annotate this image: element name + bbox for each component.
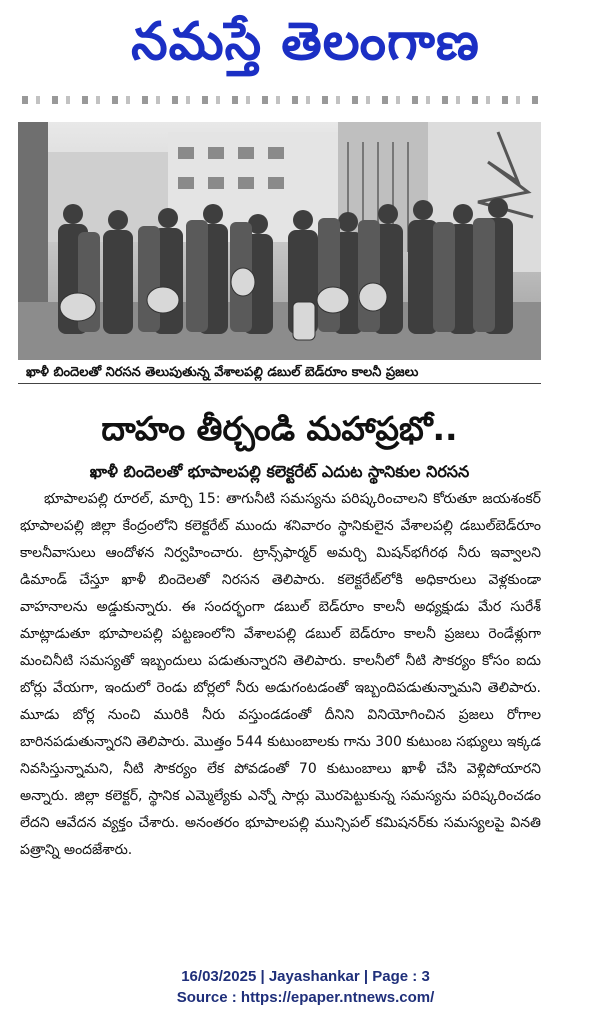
article-headline: దాహం తీర్చండి మహాప్రభో.. [101,409,458,448]
news-photo [18,122,541,360]
photo-caption: ఖాళీ బిందెలతో నిరసన తెలుపుతున్న వేశాలపల్లి డబుల్ బెడ్‌రూం కాలనీ ప్రజలు [18,362,541,384]
article-body [20,486,541,946]
footer [0,966,611,1008]
footer-source-line: Source : https://epaper.ntnews.com/ [176,989,435,1006]
article-body-text: భూపాలపల్లి రూరల్, మార్చి 15: తాగునీటి సమస్యను పరిష్కరించాలని కోరుతూ జయశంకర్ భూపాలపల్లి జిల్లా కేంద్రంలోని కలెక్టరేట్ ముందు శనివారం స్థానికులైన వేశాలపల్లి డబుల్‌బెడ్‌రూం కాలనీవాసులు ఆందోళన నిర్వహించారు. ట్రాన్స్‌ఫార్మర్ అమర్చి మిషన్‌భగీరథ నీరు ఇవ్వాలని డిమాండ్ చేస్తూ ఖాళీ బిందెలతో నిరసన తెలిపారు. కలెక్టరేట్‌లోకి అధికారులు వెళ్లకుండా వాహనాలను అడ్డుకున్నారు. ఈ సందర్భంగా డబుల్ బెడ్‌రూం కాలనీ అధ్యక్షుడు మేర సురేశ్ మాట్లాడుతూ భూపాలపల్లి పట్టణంలోని వేశాలపల్లి డబుల్ బెడ్‌రూం కాలనీ ప్రజలు రెండేళ్లుగా మంచినీటి సమస్యతో ఇబ్బందులు పడుతున్నారని తెలిపారు. కాలనీలో నీటి సౌకర్యం కోసం ఐదు బోర్లు వేయగా, ఇందులో రెండు బోర్లలో నీరు అడుగంటడంతో ఇబ్బందిపడుతున్నామని తెలిపారు. మూడు బోర్ల నుంచి మురికి నీరు వస్తుండడంతో దీనిని వినియోగించిన ప్రజలు రోగాల బారినపడుతున్నారని తెలిపారు. మొత్తం 544 కుటుంబాలకు గాను 300 కుటుంబ సభ్యులు ఇక్కడ నివసిస్తున్నామని, నీటి సౌకర్యం లేక పోవడంతో 70 కుటుంబాలు ఖాళీ చేసి వెళ్లిపోయారని అన్నారు. జిల్లా కలెక్టర్, స్థానిక ఎమ్మెల్యేకు ఎన్నో సార్లు మొరపెట్టుకున్న సమస్యను పరిష్కరించడం లేదని ఆవేదన వ్యక్తం చేశారు. అనంతరం భూపాలపల్లి మున్సిపల్ కమిషనర్‌కు సమస్యలపై వినతి పత్రాన్ని అందజేశారు. [20,491,541,858]
masthead-title: నమస్తే తెలంగాణ [131,11,480,72]
clipped-text-strip [22,96,542,104]
footer-date-line: 16/03/2025 | Jayashankar | Page : 3 [181,968,430,985]
group-photo-icon [18,122,541,360]
article-subheadline: ఖాళీ బిందెలతో భూపాలపల్లి కలెక్టరేట్ ఎదుట స్థానికుల నిరసన [89,462,470,481]
